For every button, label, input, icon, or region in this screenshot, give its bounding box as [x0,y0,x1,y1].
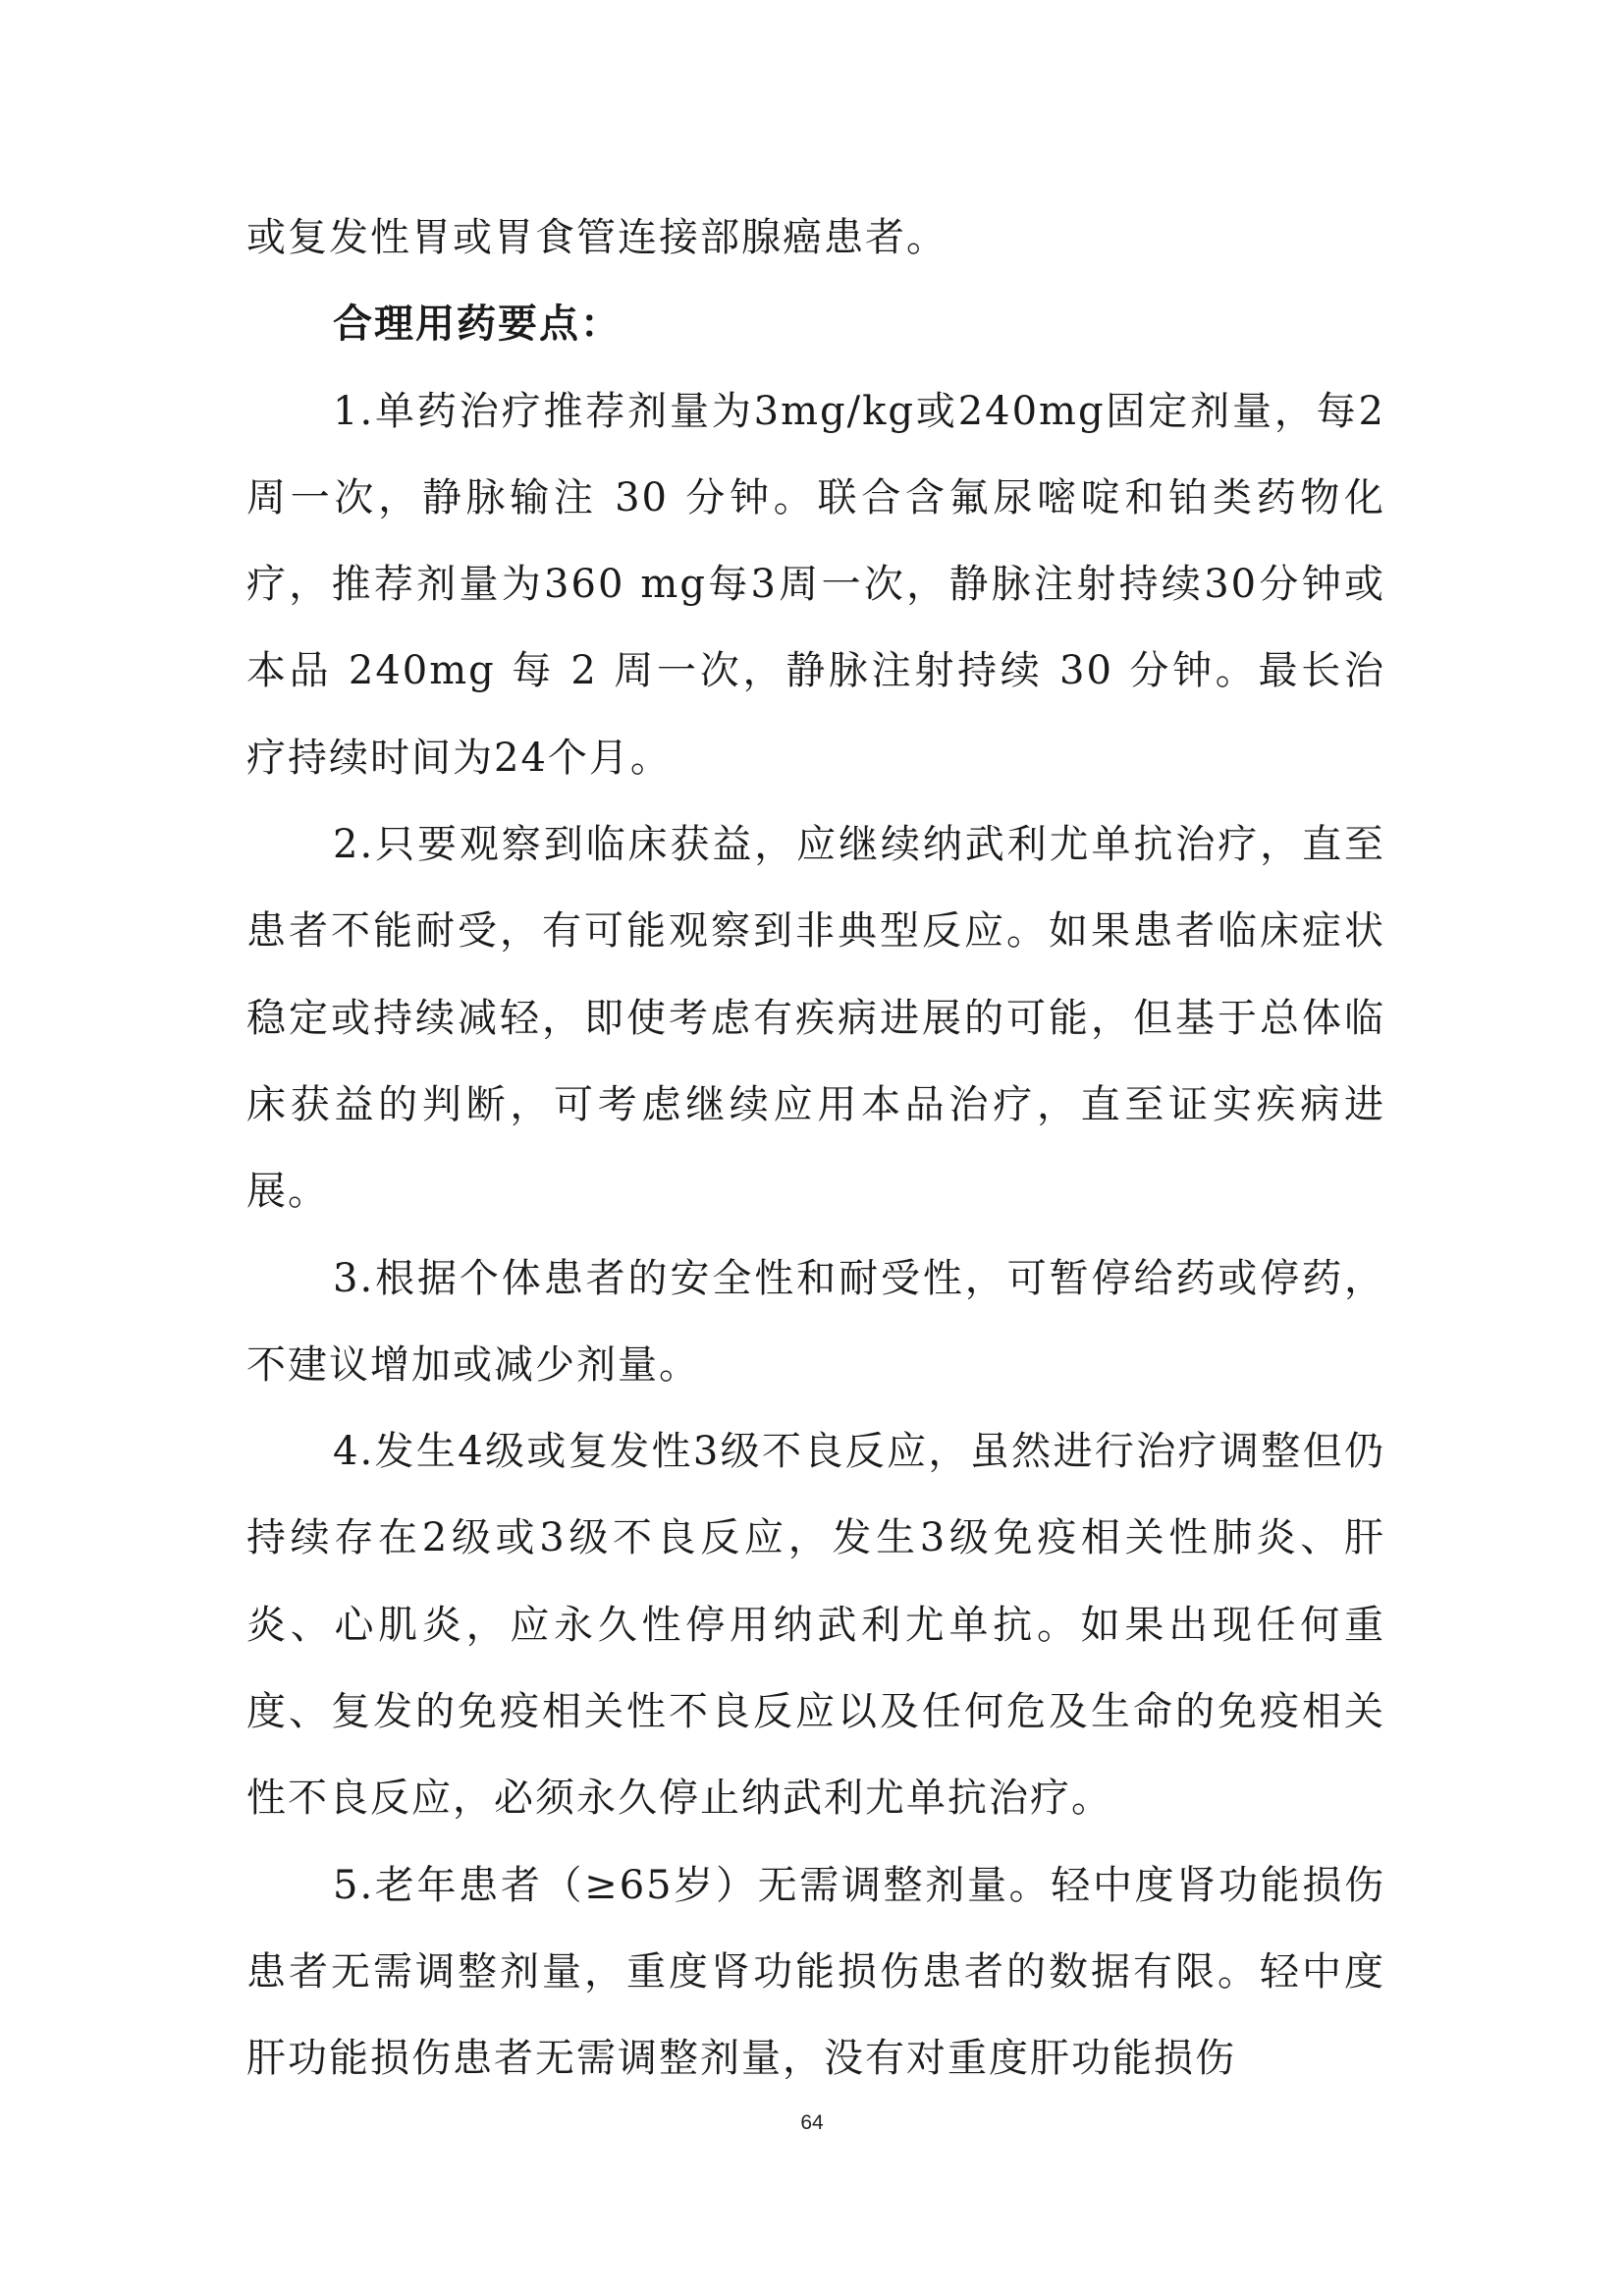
paragraph-continuation: 或复发性胃或胃食管连接部腺癌患者。 [246,215,947,260]
paragraph-point-2: 2.只要观察到临床获益，应继续纳武利尤单抗治疗，直至患者不能耐受，有可能观察到非典型反应。如果患者临床症状稳定或持续减轻，即使考虑有疾病进展的可能，但基于总体临床获益的判断，可考虑继续应用本品治疗，直至证实疾病进展。 [246,822,1385,1215]
document-body [246,194,1385,2103]
paragraph-point-5: 5.老年患者（≥65岁）无需调整剂量。轻中度肾功能损伤患者无需调整剂量，重度肾功能损伤患者的数据有限。轻中度肝功能损伤患者无需调整剂量，没有对重度肝功能损伤 [246,1862,1385,2082]
paragraph-point-4: 4.发生4级或复发性3级不良反应，虽然进行治疗调整但仍持续存在2级或3级不良反应，发生3级免疫相关性肺炎、肝炎、心肌炎，应永久性停用纳武利尤单抗。如果出现任何重度、复发的免疫相关性不良反应以及任何危及生命的免疫相关性不良反应，必须永久停止纳武利尤单抗治疗。 [246,1429,1385,1822]
section-heading: 合理用药要点： [333,301,622,348]
page-number: 64 [800,2111,824,2134]
paragraph-point-3: 3.根据个体患者的安全性和耐受性，可暂停给药或停药，不建议增加或减少剂量。 [246,1255,1385,1388]
paragraph-point-1: 1.单药治疗推荐剂量为3mg/kg或240mg固定剂量，每2周一次，静脉输注 30 分钟。联合含氟尿嘧啶和铂类药物化疗，推荐剂量为360 mg每3周一次，静脉注射持续30分钟或本品 240mg 每 2 周一次，静脉注射持续 30 分钟。最长治疗持续时间为24个月。 [246,388,1385,781]
